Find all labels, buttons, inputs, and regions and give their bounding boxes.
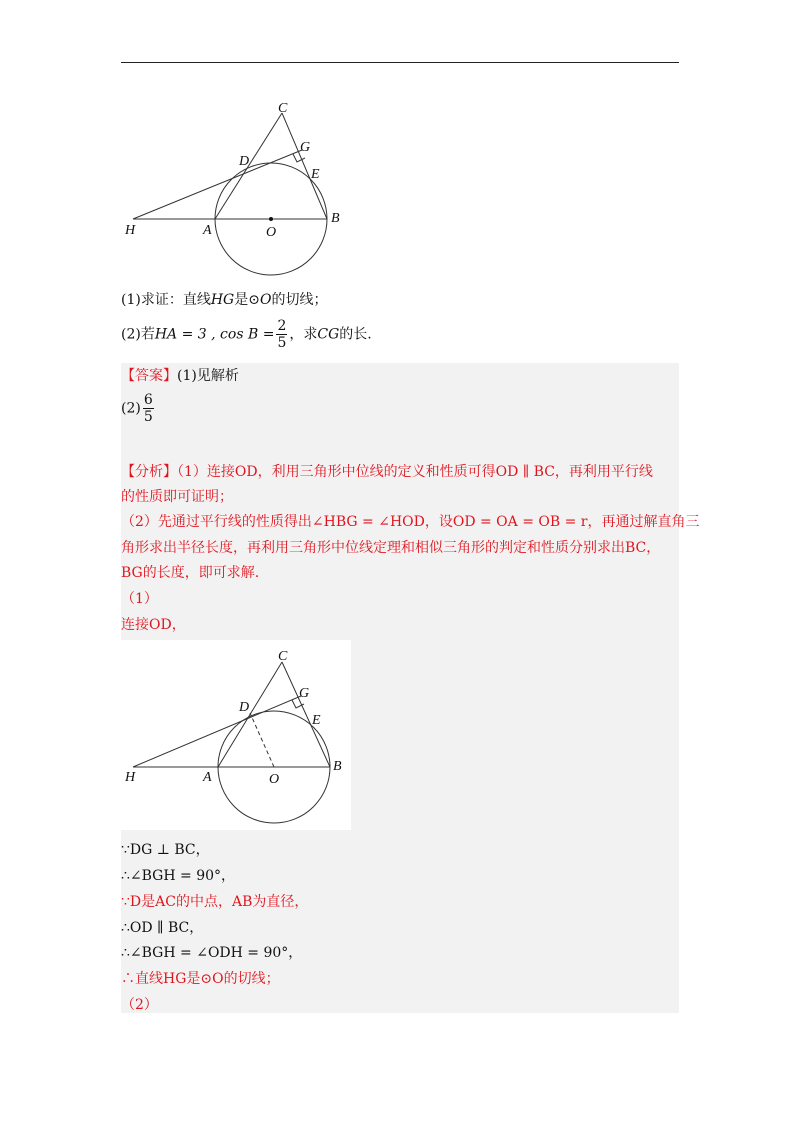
question-2-fraction [276, 318, 287, 351]
answer-part-1: (1)见解析 [177, 368, 239, 384]
fraction-numerator: 2 [277, 318, 287, 334]
geometry-figure-1 [121, 100, 361, 280]
answer-line-2 [121, 392, 156, 425]
question-2 [121, 318, 372, 351]
header-rule [121, 62, 679, 63]
fraction-denominator: 5 [277, 335, 287, 351]
question-1 [121, 290, 327, 310]
label-e: E [311, 167, 320, 182]
solution-step-3: ∵D是AC的中点，AB为直径， [121, 894, 309, 910]
label-c-2: C [278, 649, 288, 664]
label-g-2: G [299, 686, 310, 701]
answer-fraction-numerator: 6 [143, 392, 153, 408]
solution-connect: 连接OD， [121, 617, 186, 633]
answer-tag: 【答案】 [121, 368, 177, 384]
analysis-text-1: （1）连接OD，利用三角形中位线的定义和性质可得OD ∥ BC，再利用平行线 [177, 464, 653, 480]
solution-step-4: ∴OD ∥ BC， [121, 920, 204, 936]
label-o: O [266, 225, 277, 240]
solution-step-1: ∵DG ⊥ BC， [121, 842, 210, 858]
question-1-circle: O [259, 292, 272, 308]
analysis-line-1 [121, 462, 653, 482]
solution-part-2-label: （2） [121, 997, 158, 1013]
label-b-2: B [333, 759, 342, 774]
label-h-2: H [125, 770, 136, 785]
label-h: H [125, 223, 136, 238]
label-g: G [300, 140, 311, 155]
analysis-tag: 【分析】 [121, 464, 177, 480]
question-1-mid: 是⊙ [234, 292, 260, 308]
analysis-line-2: 的性质即可证明； [121, 489, 233, 505]
question-2-suffix: 的长. [339, 326, 372, 343]
label-a-2: A [203, 770, 212, 785]
label-c: C [278, 101, 288, 116]
label-o-2: O [269, 772, 280, 787]
question-2-prefix: (2)若 [121, 326, 155, 343]
segment-c-b-2 [282, 662, 330, 767]
analysis-line-4: 角形求出半径长度，再利用三角形中位线定理和相似三角形的判定和性质分别求出BC， [121, 540, 661, 556]
answer-line-1 [121, 366, 239, 386]
answer-fraction-denominator: 5 [143, 409, 153, 425]
answer-part-2-prefix: (2) [121, 400, 141, 417]
segment-o-d-dashed [250, 713, 274, 767]
label-b: B [331, 211, 340, 226]
center-dot [269, 217, 273, 221]
label-d: D [239, 154, 250, 169]
geometry-figure-2 [121, 640, 351, 830]
solution-part-1-label: （1） [121, 591, 158, 607]
analysis-line-5: BG的长度，即可求解. [121, 565, 260, 581]
label-a: A [203, 223, 212, 238]
answer-fraction [143, 392, 154, 425]
segment-h-g [133, 150, 302, 219]
solution-step-6: ∴直线HG是⊙O的切线； [121, 971, 280, 987]
label-e-2: E [312, 713, 321, 728]
label-d-2: D [239, 700, 250, 715]
segment-h-g-2 [133, 696, 301, 767]
question-1-prefix: (1)求证：直线 [121, 292, 211, 308]
analysis-line-3: （2）先通过平行线的性质得出∠HBG = ∠HOD，设OD = OA = OB = r，再通过解直角三 [121, 514, 700, 530]
segment-a-c-2 [218, 662, 282, 767]
question-2-mid: ，求 [289, 326, 318, 343]
question-2-segment: CG [317, 326, 340, 343]
solution-step-5: ∴∠BGH = ∠ODH = 90°， [121, 945, 303, 961]
solution-step-2: ∴∠BGH = 90°， [121, 868, 236, 884]
question-1-suffix: 的切线； [271, 292, 328, 308]
question-1-segment: HG [210, 292, 235, 308]
right-angle-mark [293, 154, 305, 162]
question-2-given: HA = 3 , cos B = [154, 326, 275, 343]
